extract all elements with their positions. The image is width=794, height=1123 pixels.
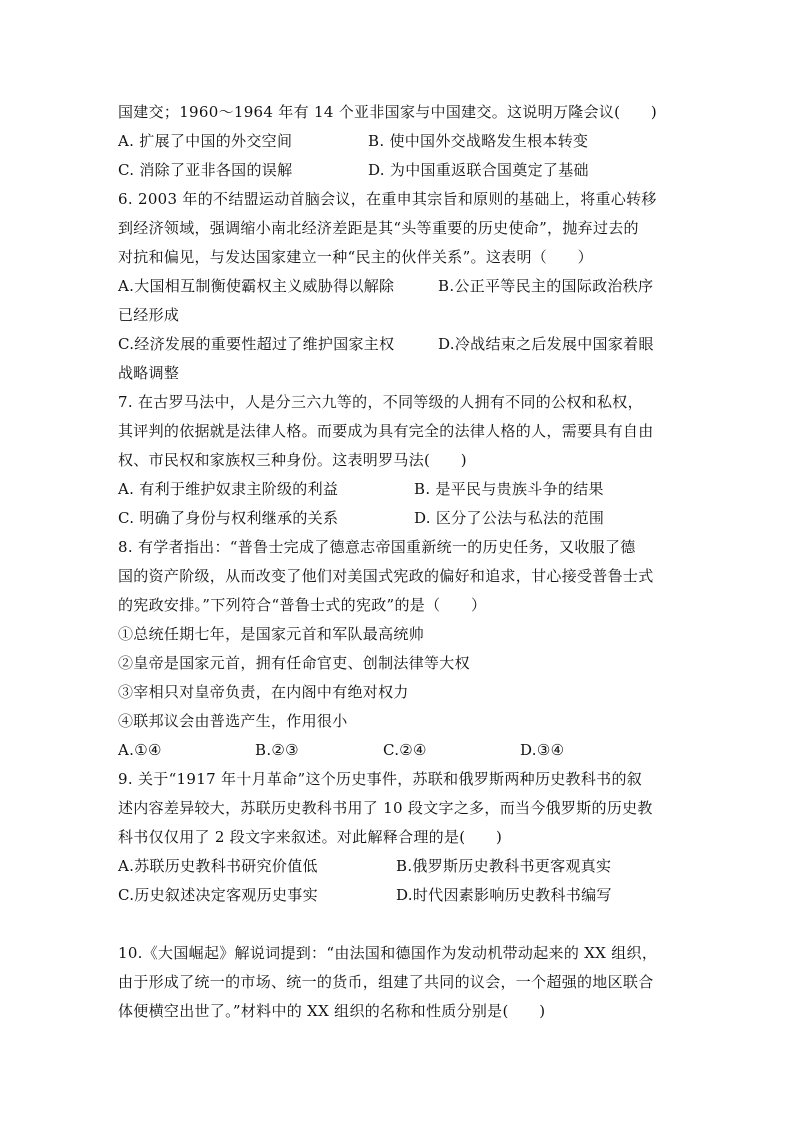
q9-option-a: A.苏联历史教科书研究价值低 (118, 857, 318, 875)
q6-stem-line-3: 对抗和偏见，与发达国家建立一种“民主的伙伴关系”。这表明（ ） (118, 248, 593, 266)
q6-option-d-cont: 战略调整 (118, 364, 180, 382)
q6-option-c: C.经济发展的重要性超过了维护国家主权 (118, 335, 395, 353)
q9-option-b: B.俄罗斯历史教科书更客观真实 (396, 857, 612, 875)
q8-option-a: A.①④ (118, 741, 162, 759)
q7-stem-line-2: 其评判的依据就是法律人格。而要成为具有完全的法律人格的人，需要具有自由 (118, 422, 654, 440)
q9-stem-line-1: 9. 关于“1917 年十月革命”这个历史事件，苏联和俄罗斯两种历史教科书的叙 (118, 770, 643, 788)
q10-stem-line-3: 体便横空出世了。”材料中的 XX 组织的名称和性质分别是( ) (118, 1002, 546, 1020)
q5-option-a: A. 扩展了中国的外交空间 (118, 132, 293, 150)
q7-options-row-1 (118, 475, 678, 504)
q5-option-b: B. 使中国外交战略发生根本转变 (368, 132, 589, 150)
q6-option-b-cont: 已经形成 (118, 306, 180, 324)
q5-stem-line: 国建交；1960～1964 年有 14 个亚非国家与中国建交。这说明万隆会议( ) (118, 103, 658, 121)
q9-stem-line-2: 述内容差异较大，苏联历史教科书用了 10 段文字之多，而当今俄罗斯的历史教 (118, 799, 653, 817)
q9-stem-line-3: 科书仅仅用了 2 段文字来叙述。对此解释合理的是( ) (118, 828, 503, 846)
q8-item-3: ③宰相只对皇帝负责，在内阁中有绝对权力 (118, 683, 409, 701)
q8-option-b: B.②③ (255, 741, 299, 759)
q9-options-row-1 (118, 852, 678, 881)
q8-options-row (118, 736, 678, 765)
q9-option-d: D.时代因素影响历史教科书编写 (396, 886, 612, 904)
q8-item-4: ④联邦议会由普选产生，作用很小 (118, 712, 348, 730)
document-page (118, 98, 678, 1026)
q8-stem-line-2: 国的资产阶级，从而改变了他们对美国式宪政的偏好和追求，甘心接受普鲁士式 (118, 567, 654, 585)
q7-stem-line-3: 权、市民权和家族权三种身份。这表明罗马法( ) (118, 451, 467, 469)
q6-option-d: D.冷战结束之后发展中国家着眼 (438, 335, 654, 353)
q6-stem-line-1: 6. 2003 年的不结盟运动首脑会议，在重申其宗旨和原则的基础上，将重心转移 (118, 190, 657, 208)
q6-options-row-1 (118, 272, 678, 301)
q6-options-row-2 (118, 330, 678, 359)
q10-stem-line-1: 10.《大国崛起》解说词提到：“由法国和德国作为发动机带动起来的 XX 组织， (118, 944, 658, 962)
q7-option-d: D. 区分了公法与私法的范围 (414, 509, 605, 527)
q9-option-c: C.历史叙述决定客观历史事实 (118, 886, 318, 904)
q6-option-a: A.大国相互制衡使霸权主义威胁得以解除 (118, 277, 395, 295)
q8-stem-line-1: 8. 有学者指出：“普鲁士完成了德意志帝国重新统一的历史任务，又收服了德 (118, 538, 636, 556)
q7-options-row-2 (118, 504, 678, 533)
q7-stem-line-1: 7. 在古罗马法中，人是分三六九等的，不同等级的人拥有不同的公权和私权， (118, 393, 643, 411)
q8-option-c: C.②④ (383, 741, 427, 759)
q8-item-2: ②皇帝是国家元首，拥有任命官吏、创制法律等大权 (118, 654, 470, 672)
q5-option-c: C. 消除了亚非各国的误解 (118, 161, 293, 179)
q5-options-row-1 (118, 127, 678, 156)
q10-stem-line-2: 由于形成了统一的市场、统一的货币，组建了共同的议会，一个超强的地区联合 (118, 973, 654, 991)
q9-options-row-2 (118, 881, 678, 910)
q8-stem-line-3: 的宪政安排。”下列符合“普鲁士式的宪政”的是（ ） (118, 596, 487, 614)
q7-option-c: C. 明确了身份与权利继承的关系 (118, 509, 339, 527)
q8-option-d: D.③④ (520, 741, 565, 759)
q5-options-row-2 (118, 156, 678, 185)
blank-gap (118, 910, 678, 939)
q5-option-d: D. 为中国重返联合国奠定了基础 (368, 161, 589, 179)
q8-item-1: ①总统任期七年，是国家元首和军队最高统帅 (118, 625, 425, 643)
q7-option-a: A. 有利于维护奴隶主阶级的利益 (118, 480, 339, 498)
q7-option-b: B. 是平民与贵族斗争的结果 (414, 480, 604, 498)
q6-option-b: B.公正平等民主的国际政治秩序 (438, 277, 654, 295)
q6-stem-line-2: 到经济领域，强调缩小南北经济差距是其“头等重要的历史使命”，抛弃过去的 (118, 219, 639, 237)
